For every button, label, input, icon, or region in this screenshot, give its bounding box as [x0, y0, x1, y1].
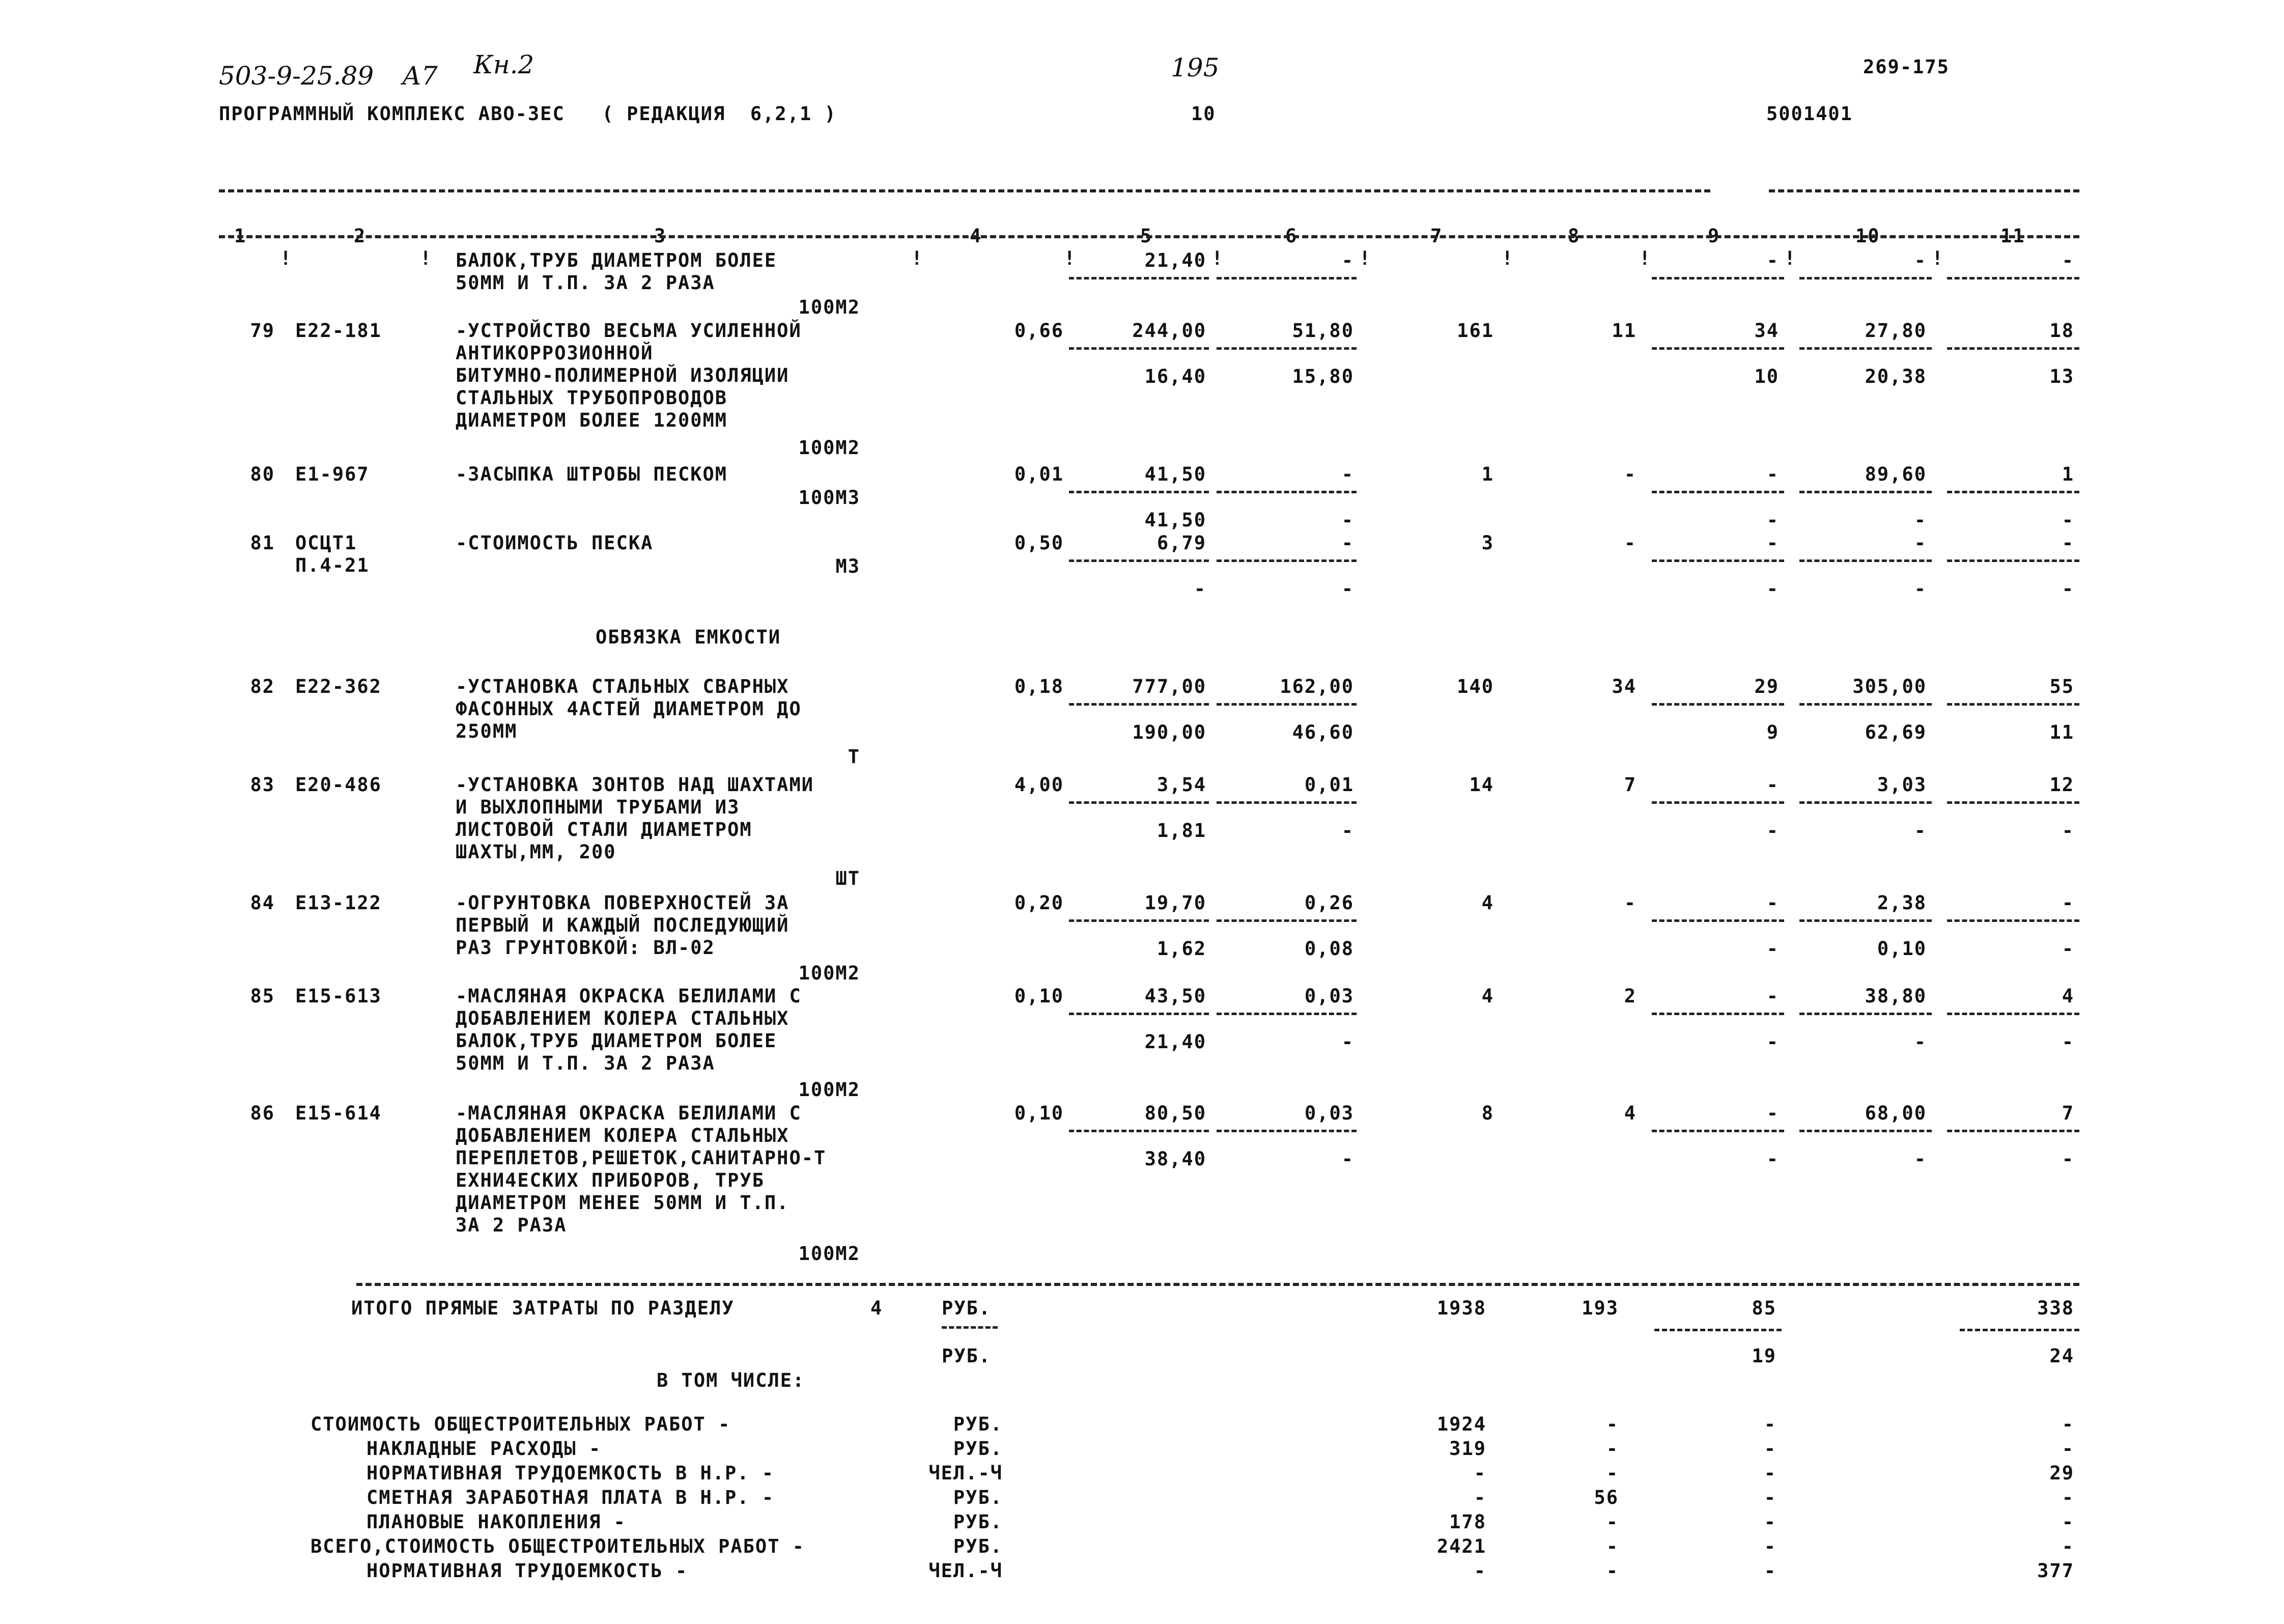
- col-9-second-value: -: [1766, 578, 1779, 600]
- summary-col11: 29: [2049, 1462, 2074, 1484]
- cell-divider-rule: [1652, 491, 1784, 493]
- cell-divider-rule: [1799, 703, 1932, 706]
- work-unit: ШТ: [835, 867, 860, 889]
- cell-divider-rule: [1217, 1013, 1357, 1015]
- summary-col8: -: [1606, 1438, 1619, 1460]
- col-5-second-value: -: [1194, 578, 1206, 600]
- col-11-value: -: [2062, 249, 2074, 271]
- work-description: -МАСЛЯНАЯ ОКРАСКА БЕЛИЛАМИ С ДОБАВЛЕНИЕМ КОЛЕРА СТАЛЬНЫХ ПЕРЕПЛЕТОВ,РЕШЕТОК,САНИТАРНО-Т ЕХНИ4ЕСКИХ ПРИБОРОВ, ТРУБ ДИАМЕТРОМ МЕНЕЕ 50ММ И Т.П. ЗА 2 РАЗА: [456, 1102, 827, 1236]
- col-11-value: 55: [2049, 676, 2074, 697]
- summary-col11: 377: [2037, 1560, 2074, 1582]
- summary-col9: -: [1764, 1462, 1777, 1484]
- work-unit: 100М2: [798, 437, 860, 459]
- col-10-second-value: -: [1914, 1148, 1927, 1170]
- totals-top-rule: [356, 1283, 2079, 1286]
- col-8-value: -: [1624, 892, 1637, 914]
- col-10-value: 2,38: [1877, 892, 1927, 914]
- col-10-second-value: 20,38: [1865, 366, 1927, 387]
- summary-label: СМЕТНАЯ ЗАРАБОТНАЯ ПЛАТА В Н.Р. -: [366, 1487, 775, 1508]
- col-10-value: 68,00: [1865, 1102, 1927, 1124]
- cell-divider-rule: [1947, 1013, 2079, 1015]
- cell-divider-rule: [1947, 801, 2079, 804]
- col-6-second-value: -: [1341, 1148, 1354, 1170]
- summary-col8: 56: [1594, 1487, 1619, 1508]
- col-7-value: 8: [1481, 1102, 1494, 1124]
- col-10-second-value: -: [1914, 1031, 1927, 1053]
- col-6-value: 0,03: [1304, 985, 1354, 1007]
- cell-divider-rule: [1217, 347, 1357, 350]
- col-6-second-value: -: [1341, 820, 1354, 842]
- col-6-second-value: 15,80: [1292, 366, 1354, 387]
- cell-divider-rule: [1217, 1130, 1357, 1132]
- summary-label: НАКЛАДНЫЕ РАСХОДЫ -: [366, 1438, 602, 1460]
- col-5-second-value: 21,40: [1144, 1031, 1206, 1053]
- summary-col11: -: [2062, 1487, 2074, 1508]
- totals-unit-2: РУБ.: [942, 1345, 992, 1367]
- summary-col11: -: [2062, 1438, 2074, 1460]
- col-9-value: -: [1766, 985, 1779, 1007]
- cell-divider-rule: [1069, 277, 1209, 279]
- col-11-value: -: [2062, 532, 2074, 554]
- norm-code: Е20-486: [295, 774, 382, 796]
- col-6-value: -: [1341, 532, 1354, 554]
- col-5-value: 19,70: [1144, 892, 1206, 914]
- summary-col9: -: [1764, 1560, 1777, 1582]
- col-6-second-value: 46,60: [1292, 721, 1354, 743]
- section-title: ОБВЯЗКА ЕМКОСТИ: [596, 626, 781, 648]
- row-number: 82: [250, 676, 275, 697]
- summary-unit: РУБ.: [953, 1511, 1003, 1533]
- col-6-second-value: -: [1341, 1031, 1354, 1053]
- summary-label: ВСЕГО,СТОИМОСТЬ ОБЩЕСТРОИТЕЛЬНЫХ РАБОТ -: [311, 1535, 805, 1557]
- col-9-second-value: -: [1766, 820, 1779, 842]
- cell-divider-rule: [1652, 703, 1784, 706]
- norm-code: ОСЦТ1 П.4-21: [295, 532, 370, 576]
- col-header-8: 8: [1568, 225, 1581, 247]
- col-9-value: -: [1766, 774, 1779, 796]
- col-8-value: 11: [1612, 320, 1637, 342]
- row-number: 86: [250, 1102, 275, 1124]
- summary-col11: -: [2062, 1511, 2074, 1533]
- col-5-value: 80,50: [1144, 1102, 1206, 1124]
- totals-unit-1: РУБ.: [942, 1297, 992, 1319]
- col-11-second-value: -: [2062, 578, 2074, 600]
- cell-divider-rule: [1652, 1130, 1784, 1132]
- handwritten-book: Кн.2: [473, 50, 534, 79]
- col-header-11: 11: [2000, 225, 2025, 247]
- totals-col8: 193: [1582, 1297, 1619, 1319]
- cell-divider-rule: [1799, 491, 1932, 493]
- cell-divider-rule: [1652, 277, 1784, 279]
- col-8-value: -: [1624, 463, 1637, 485]
- quantity: 0,01: [1014, 463, 1064, 485]
- totals-col11-second: 24: [2049, 1345, 2074, 1367]
- col-10-value: 27,80: [1865, 320, 1927, 342]
- work-description: -УСТРОЙСТВО ВЕСЬМА УСИЛЕННОЙ АНТИКОРРОЗИОННОЙ БИТУМНО-ПОЛИМЕРНОЙ ИЗОЛЯЦИИ СТАЛЬНЫХ ТРУБОПРОВОДОВ ДИАМЕТРОМ БОЛЕЕ 1200ММ: [456, 320, 802, 431]
- summary-unit: РУБ.: [953, 1413, 1003, 1435]
- cell-divider-rule: [1947, 1130, 2079, 1132]
- work-unit: Т: [848, 746, 860, 768]
- work-unit: 100М3: [798, 487, 860, 509]
- cell-divider-rule: [1217, 277, 1357, 279]
- col-5-second-value: 38,40: [1144, 1148, 1206, 1170]
- work-description: -ОГРУНТОВКА ПОВЕРХНОСТЕЙ ЗА ПЕРВЫЙ И КАЖДЫЙ ПОСЛЕДУЮЩИЙ РАЗ ГРУНТОВКОЙ: ВЛ-02: [456, 892, 789, 959]
- col-7-value: 4: [1481, 985, 1494, 1007]
- cell-divider-rule: [1217, 919, 1357, 922]
- work-description: -УСТАНОВКА СТАЛЬНЫХ СВАРНЫХ ФАСОННЫХ 4АСТЕЙ ДИАМЕТРОМ ДО 250ММ: [456, 676, 802, 742]
- summary-label: СТОИМОСТЬ ОБЩЕСТРОИТЕЛЬНЫХ РАБОТ -: [311, 1413, 731, 1435]
- summary-col7: -: [1474, 1560, 1486, 1582]
- col-5-second-value: 41,50: [1144, 509, 1206, 531]
- row-number: 84: [250, 892, 275, 914]
- col-header-4: 4: [970, 225, 982, 247]
- quantity: 0,10: [1014, 1102, 1064, 1124]
- work-description: -УСТАНОВКА ЗОНТОВ НАД ШАХТАМИ И ВЫХЛОПНЫМИ ТРУБАМИ ИЗ ЛИСТОВОЙ СТАЛИ ДИАМЕТРОМ ШАХТЫ,ММ, 200: [456, 774, 814, 863]
- cell-divider-rule: [1069, 1013, 1209, 1015]
- summary-label: ПЛАНОВЫЕ НАКОПЛЕНИЯ -: [366, 1511, 626, 1533]
- summary-col8: -: [1606, 1511, 1619, 1533]
- col-6-second-value: -: [1341, 578, 1354, 600]
- summary-col9: -: [1764, 1487, 1777, 1508]
- work-description: БАЛОК,ТРУБ ДИАМЕТРОМ БОЛЕЕ 50ММ И Т.П. ЗА 2 РАЗА: [456, 249, 777, 294]
- col-5-value: 41,50: [1144, 463, 1206, 485]
- program-title: ПРОГРАММНЫЙ КОМПЛЕКС АВО-3ЕС ( РЕДАКЦИЯ 6,2,1 ): [219, 103, 837, 125]
- work-description: -ЗАСЫПКА ШТРОБЫ ПЕСКОМ: [456, 463, 728, 485]
- cell-divider-rule: [1217, 559, 1357, 562]
- col-5-value: 244,00: [1132, 320, 1206, 342]
- col-11-second-value: 13: [2049, 366, 2074, 387]
- summary-col7: 1924: [1436, 1413, 1486, 1435]
- col-5-second-value: 16,40: [1144, 366, 1206, 387]
- work-unit: 100М2: [798, 962, 860, 984]
- top-right-code: 269-175: [1863, 56, 1950, 78]
- col-header-2: 2: [354, 225, 366, 247]
- cell-divider-rule: [1069, 491, 1209, 493]
- cell-divider-rule: [1947, 703, 2079, 706]
- col-5-value: 3,54: [1157, 774, 1206, 796]
- row-number: 83: [250, 774, 275, 796]
- cell-divider-rule: [1947, 491, 2079, 493]
- summary-col8: -: [1606, 1535, 1619, 1557]
- col-5-value: 21,40: [1144, 249, 1206, 271]
- quantity: 0,66: [1014, 320, 1064, 342]
- document-number: 5001401: [1766, 103, 1853, 125]
- summary-unit: РУБ.: [953, 1535, 1003, 1557]
- col-6-value: -: [1341, 249, 1354, 271]
- quantity: 0,10: [1014, 985, 1064, 1007]
- col-10-second-value: 62,69: [1865, 721, 1927, 743]
- col-10-value: 305,00: [1852, 676, 1927, 697]
- col-11-second-value: 11: [2049, 721, 2074, 743]
- col-6-value: 0,01: [1304, 774, 1354, 796]
- row-number: 79: [250, 320, 275, 342]
- table-top-rule: [219, 189, 1710, 192]
- cell-divider-rule: [1069, 919, 1209, 922]
- col-10-second-value: 0,10: [1877, 938, 1927, 960]
- col-9-value: -: [1766, 1102, 1779, 1124]
- col-header-10: 10: [1855, 225, 1880, 247]
- totals-section: 4: [870, 1297, 883, 1319]
- summary-col7: 178: [1449, 1511, 1486, 1533]
- col-7-value: 14: [1469, 774, 1494, 796]
- handwritten-album: А7: [402, 61, 438, 91]
- col-11-value: 4: [2062, 985, 2074, 1007]
- cell-divider-rule: [1947, 919, 2079, 922]
- cell-divider-rule: [1217, 491, 1357, 493]
- summary-label: НОРМАТИВНАЯ ТРУДОЕМКОСТЬ В Н.Р. -: [366, 1462, 775, 1484]
- work-unit: 100М2: [798, 296, 860, 318]
- work-unit: 100М2: [798, 1243, 860, 1265]
- col-9-second-value: -: [1766, 509, 1779, 531]
- col-6-second-value: 0,08: [1304, 938, 1354, 960]
- col-5-value: 43,50: [1144, 985, 1206, 1007]
- summary-unit: ЧЕЛ.-Ч: [928, 1560, 1003, 1582]
- col-7-value: 3: [1481, 532, 1494, 554]
- col-7-value: 4: [1481, 892, 1494, 914]
- summary-col7: -: [1474, 1487, 1486, 1508]
- cell-divider-rule: [1652, 559, 1784, 562]
- cell-divider-rule: [1069, 1130, 1209, 1132]
- cell-divider-rule: [1069, 703, 1209, 706]
- cell-divider-rule: [1652, 919, 1784, 922]
- col-11-second-value: -: [2062, 509, 2074, 531]
- col-5-second-value: 190,00: [1132, 721, 1206, 743]
- col-9-value: 29: [1754, 676, 1779, 697]
- totals-col9-second: 19: [1752, 1345, 1777, 1367]
- col-8-value: 34: [1612, 676, 1637, 697]
- summary-col9: -: [1764, 1438, 1777, 1460]
- col-5-second-value: 1,62: [1157, 938, 1206, 960]
- col-9-second-value: 10: [1754, 366, 1779, 387]
- summary-col9: -: [1764, 1413, 1777, 1435]
- summary-unit: РУБ.: [953, 1487, 1003, 1508]
- col-5-second-value: 1,81: [1157, 820, 1206, 842]
- norm-code: Е22-362: [295, 676, 382, 697]
- col-10-value: 3,03: [1877, 774, 1927, 796]
- col-8-value: 2: [1624, 985, 1637, 1007]
- col-10-value: 38,80: [1865, 985, 1927, 1007]
- cell-divider-rule: [1652, 347, 1784, 350]
- cell-divider-rule: [1652, 801, 1784, 804]
- sheet-number: 10: [1191, 103, 1216, 125]
- quantity: 0,20: [1014, 892, 1064, 914]
- work-unit: М3: [835, 555, 860, 577]
- col-11-second-value: -: [2062, 1031, 2074, 1053]
- col-9-second-value: -: [1766, 1148, 1779, 1170]
- cell-divider-rule: [1652, 1013, 1784, 1015]
- col-6-value: 162,00: [1280, 676, 1354, 697]
- cell-divider-rule: [1799, 1013, 1932, 1015]
- col-11-value: 1: [2062, 463, 2074, 485]
- cell-divider-rule: [1947, 559, 2079, 562]
- summary-col11: -: [2062, 1413, 2074, 1435]
- cell-divider-rule: [1069, 801, 1209, 804]
- cell-divider-rule: [1947, 277, 2079, 279]
- col-9-value: -: [1766, 892, 1779, 914]
- col-9-value: -: [1766, 532, 1779, 554]
- col-6-value: -: [1341, 463, 1354, 485]
- col-10-second-value: -: [1914, 578, 1927, 600]
- col-9-value: -: [1766, 463, 1779, 485]
- work-description: -СТОИМОСТЬ ПЕСКА: [456, 532, 654, 554]
- col-header-9: 9: [1708, 225, 1721, 247]
- cell-divider-rule: [1217, 703, 1357, 706]
- summary-col11: -: [2062, 1535, 2074, 1557]
- summary-unit: ЧЕЛ.-Ч: [928, 1462, 1003, 1484]
- col-10-second-value: -: [1914, 820, 1927, 842]
- col-11-value: 12: [2049, 774, 2074, 796]
- summary-label: НОРМАТИВНАЯ ТРУДОЕМКОСТЬ -: [366, 1560, 688, 1582]
- cell-divider-rule: [1069, 559, 1209, 562]
- cell-divider-rule: [1799, 801, 1932, 804]
- cell-divider-rule: [1799, 1130, 1932, 1132]
- col-9-second-value: 9: [1766, 721, 1779, 743]
- col-6-value: 0,03: [1304, 1102, 1354, 1124]
- col-10-value: -: [1914, 532, 1927, 554]
- table-header-rule: [219, 235, 2079, 238]
- summary-col9: -: [1764, 1535, 1777, 1557]
- norm-code: Е22-181: [295, 320, 382, 342]
- col-9-second-value: -: [1766, 1031, 1779, 1053]
- col-6-value: 51,80: [1292, 320, 1354, 342]
- summary-col8: -: [1606, 1560, 1619, 1582]
- norm-code: Е15-614: [295, 1102, 382, 1124]
- summary-col7: 2421: [1436, 1535, 1486, 1557]
- col-11-second-value: -: [2062, 938, 2074, 960]
- quantity: 4,00: [1014, 774, 1064, 796]
- cell-divider-rule: [1947, 347, 2079, 350]
- cell-divider-rule: [1217, 801, 1357, 804]
- col-8-value: 7: [1624, 774, 1637, 796]
- col-7-value: 161: [1457, 320, 1494, 342]
- cell-divider-rule: [1799, 347, 1932, 350]
- cell-divider-rule: [1799, 559, 1932, 562]
- norm-code: Е13-122: [295, 892, 382, 914]
- totals-col11: 338: [2037, 1297, 2074, 1319]
- cell-divider-rule: [1799, 919, 1932, 922]
- col-5-value: 6,79: [1157, 532, 1206, 554]
- col-header-5: 5: [1140, 225, 1153, 247]
- col-7-value: 140: [1457, 676, 1494, 697]
- col-6-value: 0,26: [1304, 892, 1354, 914]
- norm-code: Е15-613: [295, 985, 382, 1007]
- col-10-value: -: [1914, 249, 1927, 271]
- cell-divider-rule: [1069, 347, 1209, 350]
- col-8-value: 4: [1624, 1102, 1637, 1124]
- col-header-7: 7: [1430, 225, 1443, 247]
- quantity: 0,50: [1014, 532, 1064, 554]
- col-header-3: 3: [654, 225, 667, 247]
- col-header-1: 1: [234, 225, 247, 247]
- summary-col7: -: [1474, 1462, 1486, 1484]
- summary-col7: 319: [1449, 1438, 1486, 1460]
- summary-col8: -: [1606, 1413, 1619, 1435]
- col-11-second-value: -: [2062, 1148, 2074, 1170]
- row-number: 80: [250, 463, 275, 485]
- handwritten-page-number: 195: [1171, 53, 1220, 82]
- row-number: 81: [250, 532, 275, 554]
- handwritten-code: 503-9-25.89: [219, 61, 374, 91]
- col-10-value: 89,60: [1865, 463, 1927, 485]
- col-11-value: 18: [2049, 320, 2074, 342]
- col-9-value: -: [1766, 249, 1779, 271]
- col-11-value: -: [2062, 892, 2074, 914]
- summary-col9: -: [1764, 1511, 1777, 1533]
- totals-col9: 85: [1752, 1297, 1777, 1319]
- col-7-value: 1: [1481, 463, 1494, 485]
- work-unit: 100М2: [798, 1079, 860, 1101]
- col-header-6: 6: [1285, 225, 1298, 247]
- col-5-value: 777,00: [1132, 676, 1206, 697]
- norm-code: Е1-967: [295, 463, 370, 485]
- totals-col7: 1938: [1436, 1297, 1486, 1319]
- summary-unit: РУБ.: [953, 1438, 1003, 1460]
- col-9-second-value: -: [1766, 938, 1779, 960]
- work-description: -МАСЛЯНАЯ ОКРАСКА БЕЛИЛАМИ С ДОБАВЛЕНИЕМ КОЛЕРА СТАЛЬНЫХ БАЛОК,ТРУБ ДИАМЕТРОМ БОЛЕЕ 50ММ И Т.П. ЗА 2 РАЗА: [456, 985, 802, 1074]
- totals-label: ИТОГО ПРЯМЫЕ ЗАТРАТЫ ПО РАЗДЕЛУ: [351, 1297, 735, 1319]
- col-9-value: 34: [1754, 320, 1779, 342]
- col-11-second-value: -: [2062, 820, 2074, 842]
- including-label: В ТОМ ЧИСЛЕ:: [657, 1369, 805, 1391]
- summary-col8: -: [1606, 1462, 1619, 1484]
- quantity: 0,18: [1014, 676, 1064, 697]
- col-11-value: 7: [2062, 1102, 2074, 1124]
- table-top-rule-right: [1769, 189, 2079, 192]
- row-number: 85: [250, 985, 275, 1007]
- cell-divider-rule: [1799, 277, 1932, 279]
- col-6-second-value: -: [1341, 509, 1354, 531]
- col-10-second-value: -: [1914, 509, 1927, 531]
- col-8-value: -: [1624, 532, 1637, 554]
